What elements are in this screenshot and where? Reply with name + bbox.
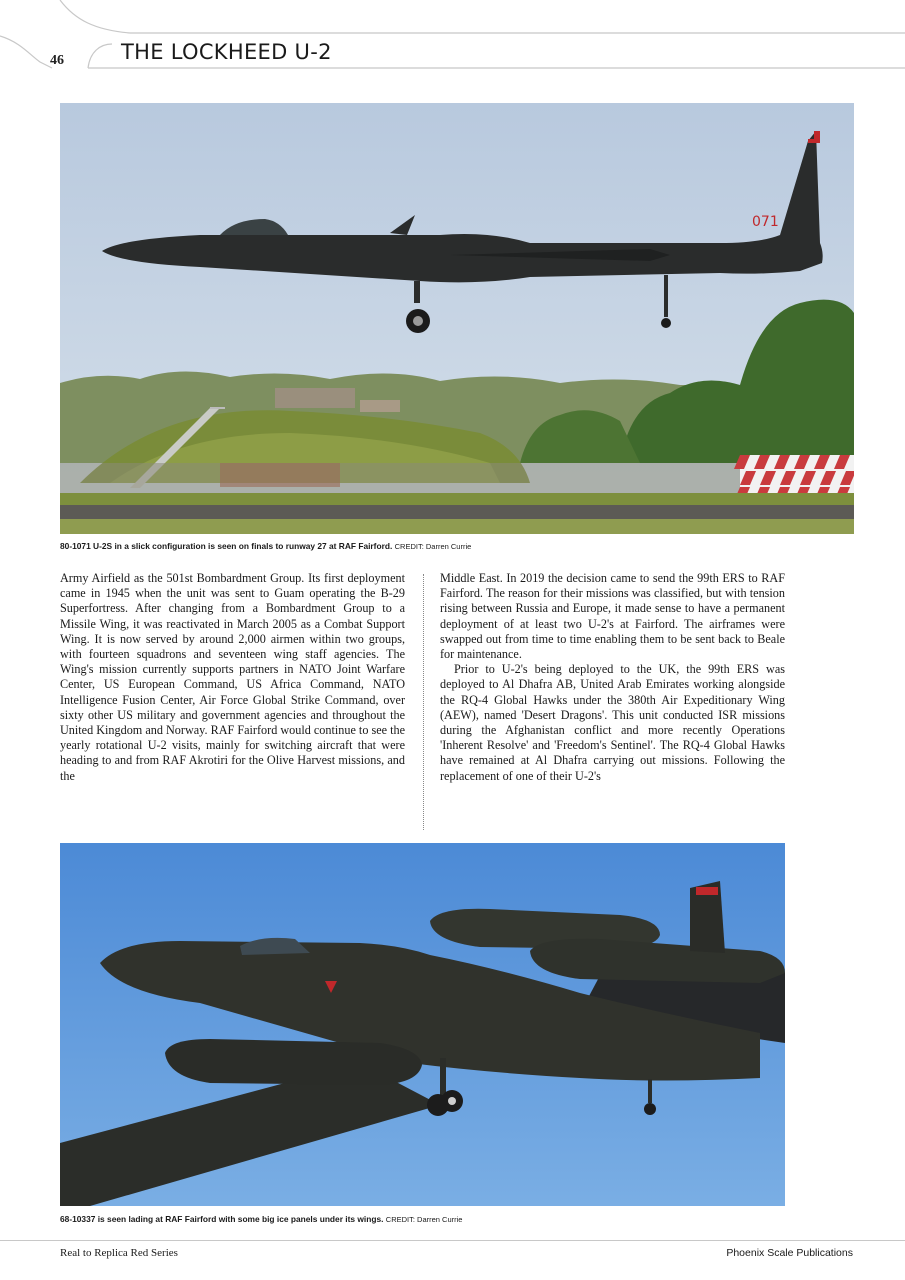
- photo1-credit: CREDIT: Darren Currie: [394, 542, 472, 551]
- photo2-caption-text: 68-10337 is seen lading at RAF Fairford with some big ice panels under its wings.: [60, 1214, 384, 1224]
- footer-rule: [0, 1240, 905, 1241]
- footer-publisher: Phoenix Scale Publications: [726, 1247, 853, 1259]
- column-divider: [423, 574, 424, 830]
- body-right-column: [440, 571, 785, 784]
- tail-code: 071: [752, 214, 779, 230]
- photo2-caption: [60, 1214, 462, 1224]
- photo1-caption-text: 80-1071 U-2S in a slick configuration is seen on finals to runway 27 at RAF Fairford.: [60, 541, 393, 551]
- page-title: THE LOCKHEED U-2: [121, 40, 332, 64]
- photo1-caption: [60, 541, 471, 551]
- photo-u2-finals: [60, 103, 854, 534]
- body-left-column: [60, 571, 405, 784]
- footer-series: Real to Replica Red Series: [60, 1247, 178, 1259]
- paragraph: Army Airfield as the 501st Bombardment Group. Its first deployment came in 1945 when the unit was sent to Guam operating the B-29 Superfortress. After changing from a Bombardment Group to a Missile Wing, it was reactivated in March 2005 as a Combat Support Wing. It is now served by around 2,000 airmen within two groups, with fourteen squadrons and seventeen wing staff agencies. The Wing's mission currently supports partners in NATO Joint Warfare Center, US European Command, US Africa Command, NATO Intelligence Fusion Center, Air Force Global Strike Command, over sixty other US military and government agencies and throughout the United Kingdom and Norway. RAF Fairford would continue to see the yearly rotational U-2 visits, mainly for switching aircraft that were heading to and from RAF Akrotiri for the Olive Harvest missions, and the: [60, 571, 405, 783]
- photo2-credit: CREDIT: Darren Currie: [385, 1215, 463, 1224]
- page-number: 46: [50, 53, 64, 68]
- paragraph: Middle East. In 2019 the decision came to send the 99th ERS to RAF Fairford. The reason for their missions was classified, but with tension rising between Russia and Europe, it made sense to have a permanent deployment of at least two U-2's at Fairford. The airframes were swapped out from time to time enabling them to be sent back to Beale for maintenance.: [440, 571, 785, 662]
- paragraph: Prior to U-2's being deployed to the UK, the 99th ERS was deployed to Al Dhafra AB, United Arab Emirates working alongside the RQ-4 Global Hawks under the 380th Air Expeditionary Wing (AEW), named 'Desert Dragons'. This unit conducted ISR missions during the Afghanistan conflict and more recently Operations 'Inherent Resolve' and 'Freedom's Sentinel'. The RQ-4 Global Hawks have remained at Al Dhafra carrying out missions. Following the replacement of one of their U-2's: [440, 662, 785, 783]
- photo-u2-landing: [60, 843, 785, 1206]
